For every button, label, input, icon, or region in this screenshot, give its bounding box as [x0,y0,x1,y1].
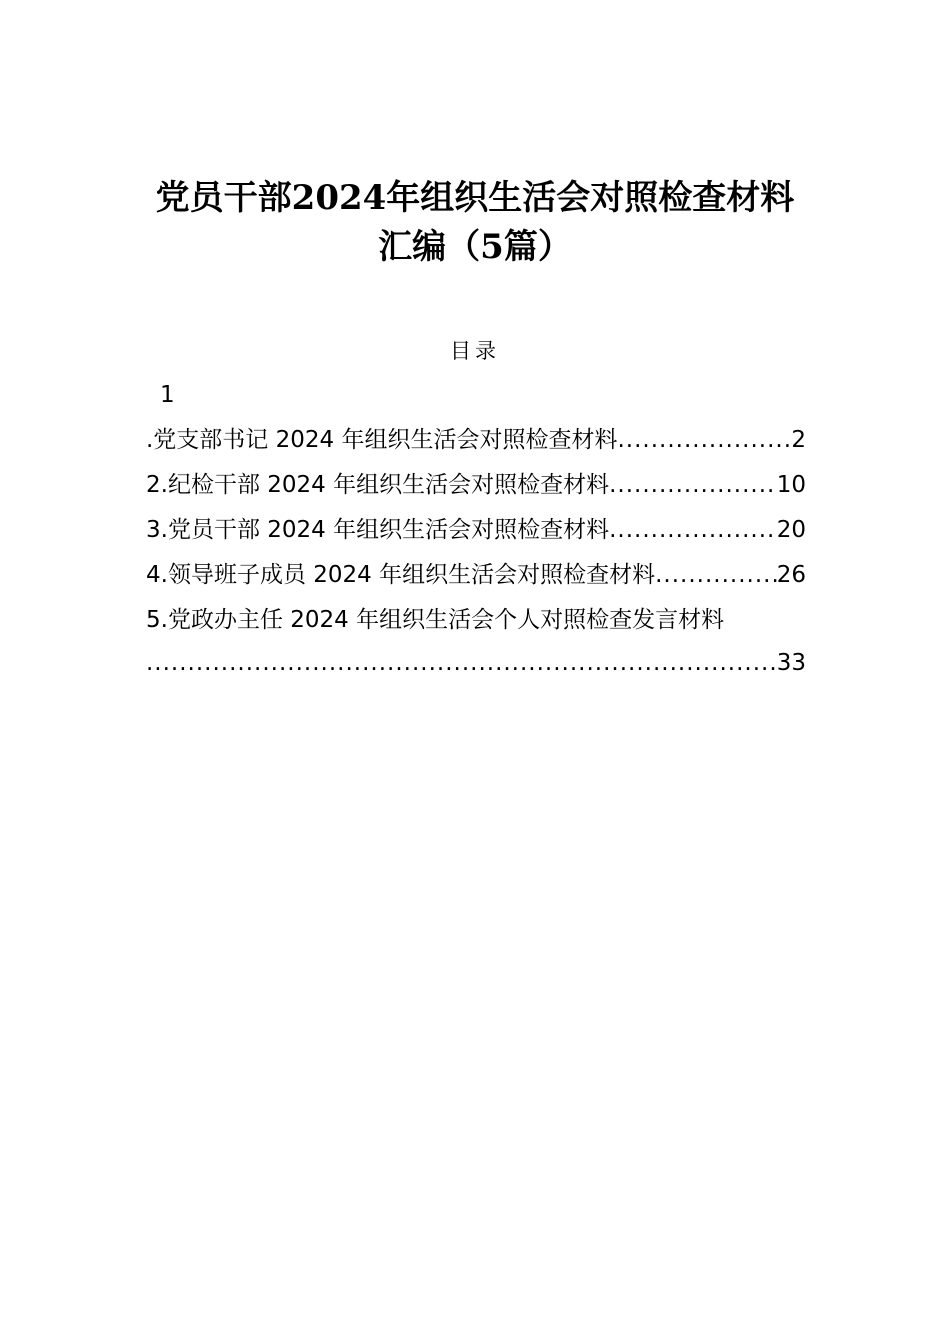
toc-leader-dots [609,470,777,500]
toc-entry[interactable] [146,605,806,635]
toc-entry-page: 2 [791,427,806,453]
toc-entry-continuation[interactable] [146,648,806,678]
document-title-line-2: 汇编（5篇） [378,227,572,267]
toc-entry[interactable] [146,425,806,455]
toc-leader-dots [655,560,777,590]
toc-entry[interactable] [146,515,806,545]
toc-entry-label: 5.党政办主任 2024 年组织生活会个人对照检查发言材料 [146,607,725,633]
toc-entry-label: 3.党员干部 2024 年组织生活会对照检查材料 [146,517,610,543]
toc-leader-dots [146,648,777,678]
toc-leader-dots [617,425,791,455]
toc-entry-label: 4.领导班子成员 2024 年组织生活会对照检查材料 [146,562,656,588]
toc-marker: 1 [160,382,175,408]
toc-entry[interactable] [146,560,806,590]
document-title-line-1: 党员干部2024年组织生活会对照检查材料 [155,178,795,218]
toc-leader-dots [609,515,777,545]
toc-entry-page: 26 [776,562,806,588]
toc-heading: 目录 [450,339,500,363]
toc-entry-label: 2.纪检干部 2024 年组织生活会对照检查材料 [146,472,610,498]
toc-entry-page: 20 [776,517,806,543]
toc-entry-page: 10 [776,472,806,498]
toc-entry-label: .党支部书记 2024 年组织生活会对照检查材料 [146,427,618,453]
toc-entry-page: 33 [776,650,806,676]
toc-entry[interactable] [146,470,806,500]
